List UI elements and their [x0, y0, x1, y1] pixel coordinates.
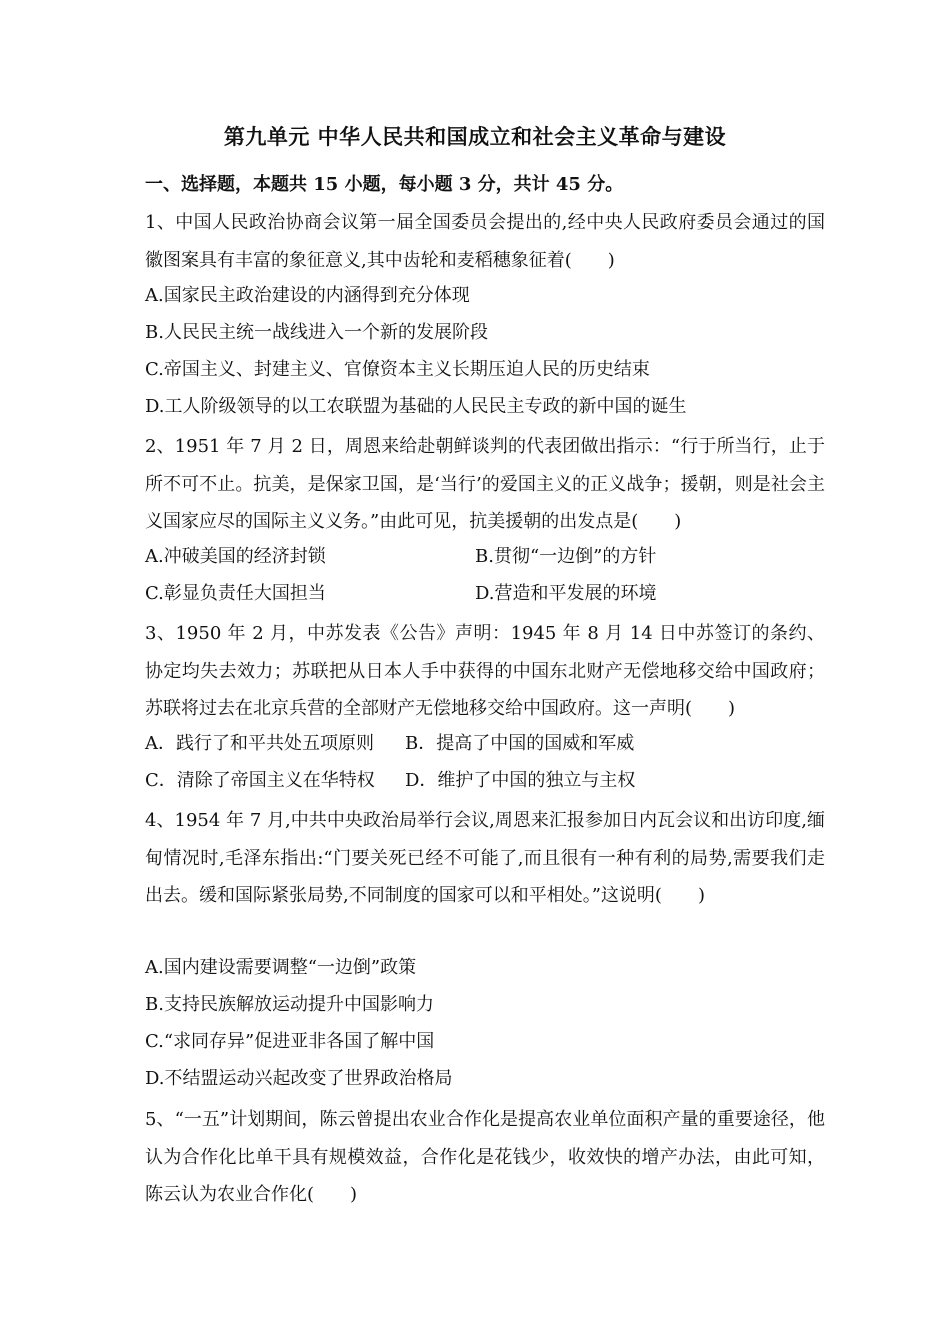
question-1-option-c: C.帝国主义、封建主义、官僚资本主义长期压迫人民的历史结束: [145, 359, 650, 380]
question-2-stem: 2、1951 年 7 月 2 日，周恩来给赴朝鲜谈判的代表团做出指示：“行于所当行，止于所不可不止。抗美，是保家卫国，是‘当行’的爱国主义的正义战争；援朝，则是社会主义国家应尽的国际主义义务。”由此可见，抗美援朝的出发点是( ): [145, 436, 825, 532]
section-heading: 一、选择题，本题共 15 小题，每小题 3 分，共计 45 分。: [145, 174, 624, 195]
question-3-option-a: A．践行了和平共处五项原则: [145, 733, 374, 754]
question-2-option-d: D.营造和平发展的环境: [475, 583, 657, 604]
question-4-stem: 4、1954 年 7 月,中共中央政治局举行会议,周恩来汇报参加日内瓦会议和出访印度,缅甸情况时,毛泽东指出:“门要关死已经不可能了,而且很有一种有利的局势,需要我们走出去。缓和国际紧张局势,不同制度的国家可以和平相处。”这说明( ): [145, 810, 825, 906]
question-4-option-a: A.国内建设需要调整“一边倒”政策: [145, 957, 417, 978]
page-title: 第九单元 中华人民共和国成立和社会主义革命与建设: [223, 124, 727, 149]
question-1-option-a: A.国家民主政治建设的内涵得到充分体现: [145, 285, 470, 306]
question-1-option-d: D.工人阶级领导的以工农联盟为基础的人民民主专政的新中国的诞生: [145, 396, 687, 417]
question-3-option-c: C．清除了帝国主义在华特权: [145, 770, 375, 791]
question-2-option-a: A.冲破美国的经济封锁: [145, 546, 326, 567]
question-3-stem: 3、1950 年 2 月，中苏发表《公告》声明：1945 年 8 月 14 日中苏签订的条约、协定均失去效力；苏联把从日本人手中获得的中国东北财产无偿地移交给中国政府；苏联将过去在北京兵营的全部财产无偿地移交给中国政府。这一声明( ): [145, 623, 825, 719]
question-2-option-c: C.彰显负责任大国担当: [145, 583, 326, 604]
question-3-option-d: D．维护了中国的独立与主权: [405, 770, 636, 791]
question-5-stem: 5、“一五”计划期间，陈云曾提出农业合作化是提高农业单位面积产量的重要途径，他认为合作化比单干具有规模效益，合作化是花钱少，收效快的增产办法，由此可知，陈云认为农业合作化( ): [145, 1109, 825, 1205]
question-2-option-b: B.贯彻“一边倒”的方针: [475, 546, 657, 567]
question-4-option-c: C.“求同存异”促进亚非各国了解中国: [145, 1031, 435, 1052]
question-3-option-b: B．提高了中国的国威和军威: [405, 733, 635, 754]
question-1-stem: 1、中国人民政治协商会议第一届全国委员会提出的,经中央人民政府委员会通过的国徽图案具有丰富的象征意义,其中齿轮和麦稻穗象征着( ): [145, 212, 825, 271]
question-1-option-b: B.人民民主统一战线进入一个新的发展阶段: [145, 322, 488, 343]
question-4-option-d: D.不结盟运动兴起改变了世界政治格局: [145, 1068, 453, 1089]
question-4-option-b: B.支持民族解放运动提升中国影响力: [145, 994, 434, 1015]
